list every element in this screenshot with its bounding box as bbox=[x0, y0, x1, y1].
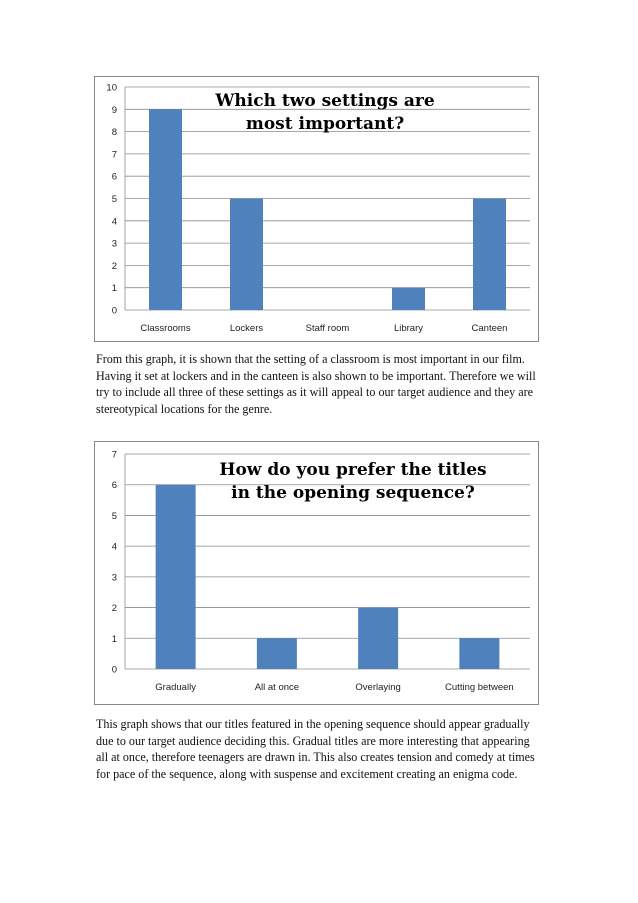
bar bbox=[358, 608, 398, 669]
y-tick-label: 7 bbox=[111, 149, 117, 161]
x-tick-label: Library bbox=[393, 323, 424, 334]
bar bbox=[473, 199, 506, 311]
bar bbox=[149, 109, 182, 310]
paragraph-titles: This graph shows that our titles featured in the opening sequence should appear gradually due to our target audience deciding this. Gradual titles are more interesting that appearing all at once, therefore teenagers are drawn in. This also creates tension and comedy at times for pace of the sequence, along with suspense and excitement creating an enigma code. bbox=[96, 717, 535, 781]
x-tick-label: Staff room bbox=[305, 323, 350, 334]
y-tick-label: 6 bbox=[111, 480, 117, 492]
bar bbox=[156, 485, 196, 669]
y-tick-label: 2 bbox=[111, 260, 117, 272]
y-tick-label: 8 bbox=[111, 127, 117, 139]
bar bbox=[230, 199, 263, 311]
y-tick-label: 7 bbox=[111, 449, 117, 461]
y-tick-label: 3 bbox=[111, 572, 117, 584]
bar bbox=[392, 288, 425, 310]
chart-titles-title: How do you prefer the titles in the opening sequence? bbox=[219, 460, 487, 503]
bar bbox=[257, 638, 297, 669]
x-tick-label: Gradually bbox=[155, 682, 196, 693]
paragraph-settings: From this graph, it is shown that the setting of a classroom is most important in our film. Having it set at lockers and in the canteen is also shown to be important. Therefore we will try to include all three of these settings as it will appeal to our target audience and they are stereotypical locations for the genre. bbox=[96, 352, 536, 416]
chart-settings bbox=[94, 76, 539, 342]
y-tick-label: 2 bbox=[111, 603, 117, 615]
y-tick-label: 6 bbox=[111, 171, 117, 183]
y-tick-label: 1 bbox=[111, 633, 117, 645]
bar bbox=[459, 638, 499, 669]
x-tick-label: Classrooms bbox=[140, 323, 191, 334]
chart-titles bbox=[94, 441, 539, 705]
chart-settings-title: Which two settings are most important? bbox=[215, 91, 435, 134]
y-tick-label: 9 bbox=[111, 104, 117, 116]
y-tick-label: 0 bbox=[111, 305, 117, 317]
x-tick-label: Overlaying bbox=[355, 682, 401, 693]
y-tick-label: 0 bbox=[111, 664, 117, 676]
y-tick-label: 5 bbox=[111, 510, 117, 522]
x-tick-label: Cutting between bbox=[445, 682, 514, 693]
x-tick-label: Canteen bbox=[471, 323, 508, 334]
x-tick-label: All at once bbox=[254, 682, 300, 693]
y-tick-label: 4 bbox=[111, 541, 117, 553]
y-tick-label: 5 bbox=[111, 194, 117, 205]
y-tick-label: 4 bbox=[111, 216, 117, 228]
x-tick-label: Lockers bbox=[229, 323, 264, 334]
y-tick-label: 10 bbox=[106, 82, 117, 94]
y-tick-label: 1 bbox=[111, 283, 117, 295]
y-tick-label: 3 bbox=[111, 238, 117, 250]
